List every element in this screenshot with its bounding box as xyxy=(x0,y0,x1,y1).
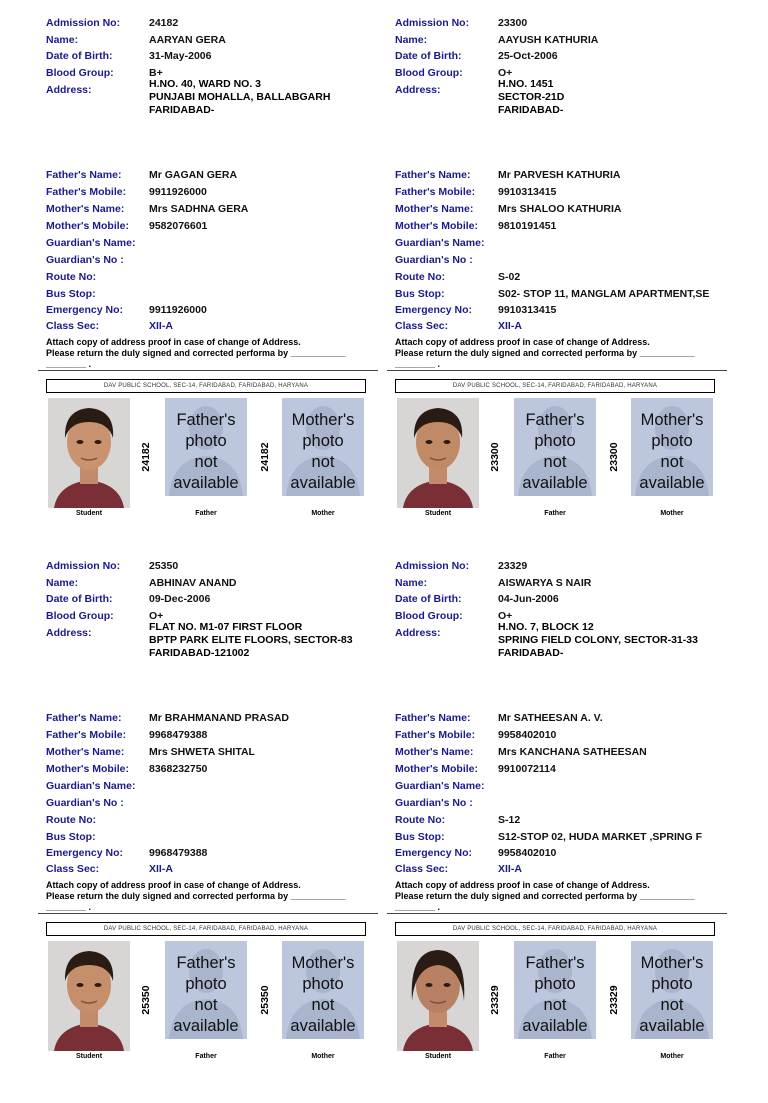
address-line-2: SPRING FIELD COLONY, SECTOR-31-33 xyxy=(498,634,698,646)
emergency-no-label: Emergency No: xyxy=(395,304,473,316)
guardian-no-row xyxy=(46,797,376,814)
guardian-name-row xyxy=(46,780,376,797)
admission-no-vertical-2 xyxy=(255,422,275,492)
placeholder-line: available xyxy=(522,1017,588,1035)
emergency-no-label: Emergency No: xyxy=(46,847,124,859)
admission-no-vertical-1 xyxy=(136,965,156,1035)
father-mobile-row xyxy=(395,186,725,203)
mother-mobile-label: Mother's Mobile: xyxy=(395,220,478,232)
note-line-2: Please return the duly signed and corrected performa by ___________ xyxy=(46,348,346,358)
student-caption: Student xyxy=(75,510,103,517)
blood-group-label: Blood Group: xyxy=(46,610,114,622)
address-line-1: H.NO. 1451 xyxy=(498,78,554,90)
note-line-3: ________ . xyxy=(46,902,92,912)
guardian-no-row xyxy=(395,254,725,271)
placeholder-line: not xyxy=(311,453,335,471)
father-name-label: Father's Name: xyxy=(46,169,122,181)
father-photo-text xyxy=(514,953,596,1037)
emergency-no-row xyxy=(395,847,725,864)
blood-group-value: O+ xyxy=(149,610,164,622)
guardian-no-row xyxy=(46,254,376,271)
guardian-name-label: Guardian's Name: xyxy=(395,237,485,249)
address-line-2: BPTP PARK ELITE FLOORS, SECTOR-83 xyxy=(149,634,353,646)
name-label: Name: xyxy=(395,577,428,589)
bus-stop-label: Bus Stop: xyxy=(46,831,96,843)
father-mobile-label: Father's Mobile: xyxy=(46,729,127,741)
guardian-name-label: Guardian's Name: xyxy=(46,780,136,792)
placeholder-line: photo xyxy=(302,432,344,450)
father-photo-placeholder xyxy=(165,941,247,1039)
school-banner: DAV PUBLIC SCHOOL, SEC-14, FARIDABAD, FARIDABAD, HARYANA xyxy=(395,379,715,393)
mother-photo-placeholder xyxy=(282,941,364,1039)
mother-mobile-value: 9810191451 xyxy=(498,220,557,232)
bus-stop-row xyxy=(395,288,725,305)
mother-caption: Mother xyxy=(311,510,335,517)
admission-no-vertical-text: 24182 xyxy=(140,442,152,472)
placeholder-line: Father's xyxy=(176,411,236,429)
route-no-value: S-02 xyxy=(498,271,521,283)
dob-row xyxy=(46,50,376,67)
mother-photo-text xyxy=(282,410,364,494)
father-name-value: Mr PARVESH KATHURIA xyxy=(498,169,621,181)
mother-name-label: Mother's Name: xyxy=(395,203,474,215)
father-mobile-value: 9910313415 xyxy=(498,186,557,198)
guardian-no-label: Guardian's No : xyxy=(46,797,124,809)
father-photo-text xyxy=(165,410,247,494)
address-line-3: FARIDABAD- xyxy=(498,104,564,116)
dob-label: Date of Birth: xyxy=(46,50,113,62)
father-name-label: Father's Name: xyxy=(46,712,122,724)
dob-label: Date of Birth: xyxy=(395,50,462,62)
bus-stop-label: Bus Stop: xyxy=(395,831,445,843)
mother-photo-text xyxy=(282,953,364,1037)
placeholder-line: available xyxy=(173,1017,239,1035)
placeholder-line: photo xyxy=(185,432,227,450)
placeholder-line: not xyxy=(660,996,684,1014)
school-banner: DAV PUBLIC SCHOOL, SEC-14, FARIDABAD, FARIDABAD, HARYANA xyxy=(46,379,366,393)
placeholder-line: not xyxy=(543,996,567,1014)
class-sec-row xyxy=(395,320,725,337)
placeholder-line: available xyxy=(290,1017,356,1035)
name-label: Name: xyxy=(46,577,79,589)
address-proof-note xyxy=(46,337,346,370)
father-mobile-value: 9958402010 xyxy=(498,729,557,741)
father-mobile-value: 9911926000 xyxy=(149,186,207,198)
address-line-2: PUNJABI MOHALLA, BALLABGARH xyxy=(149,91,331,103)
admission-no-vertical-text: 23329 xyxy=(608,985,620,1015)
father-name-label: Father's Name: xyxy=(395,712,471,724)
mother-photo-text xyxy=(631,410,713,494)
route-no-row xyxy=(46,271,376,288)
note-line-1: Attach copy of address proof in case of change of Address. xyxy=(46,880,301,890)
mother-mobile-value: 9582076601 xyxy=(149,220,208,232)
emergency-no-value: 9911926000 xyxy=(149,304,207,316)
bus-stop-label: Bus Stop: xyxy=(46,288,96,300)
admission-no-vertical-2 xyxy=(255,965,275,1035)
note-line-2: Please return the duly signed and corrected performa by ___________ xyxy=(395,348,695,358)
mother-photo-placeholder xyxy=(282,398,364,496)
mother-mobile-row xyxy=(46,220,376,237)
class-sec-value: XII-A xyxy=(498,320,522,332)
emergency-no-value: 9910313415 xyxy=(498,304,557,316)
route-no-value: S-12 xyxy=(498,814,521,826)
note-line-3: ________ . xyxy=(395,359,441,369)
dob-value: 04-Jun-2006 xyxy=(498,593,559,605)
placeholder-line: Mother's xyxy=(640,954,704,972)
father-name-label: Father's Name: xyxy=(395,169,471,181)
guardian-no-label: Guardian's No : xyxy=(46,254,124,266)
mother-photo-text xyxy=(631,953,713,1037)
bus-stop-value: S12-STOP 02, HUDA MARKET ,SPRING F xyxy=(498,831,703,843)
dob-row xyxy=(395,593,725,610)
dob-value: 25-Oct-2006 xyxy=(498,50,558,62)
emergency-no-label: Emergency No: xyxy=(46,304,124,316)
emergency-no-value: 9958402010 xyxy=(498,847,557,859)
student-photo xyxy=(397,398,479,508)
mother-mobile-value: 9910072114 xyxy=(498,763,556,775)
father-mobile-label: Father's Mobile: xyxy=(395,729,476,741)
admission-no-vertical-text: 25350 xyxy=(259,985,271,1015)
route-no-row xyxy=(395,814,725,831)
father-caption: Father xyxy=(544,510,566,517)
address-value xyxy=(149,621,353,660)
class-sec-label: Class Sec: xyxy=(46,863,100,875)
class-sec-value: XII-A xyxy=(498,863,522,875)
class-sec-row xyxy=(46,320,376,337)
name-row xyxy=(46,34,376,51)
admission-row xyxy=(46,17,376,34)
mother-name-label: Mother's Name: xyxy=(395,746,474,758)
mother-name-value: Mrs SHALOO KATHURIA xyxy=(498,203,622,215)
address-line-3: FARIDABAD-121002 xyxy=(149,647,250,659)
mother-name-value: Mrs SADHNA GERA xyxy=(149,203,249,215)
dob-label: Date of Birth: xyxy=(46,593,113,605)
blood-group-label: Blood Group: xyxy=(46,67,114,79)
divider xyxy=(387,913,727,914)
admission-label: Admission No: xyxy=(46,17,121,29)
placeholder-line: Mother's xyxy=(291,411,355,429)
route-no-row xyxy=(46,814,376,831)
note-line-2: Please return the duly signed and corrected performa by ___________ xyxy=(395,891,695,901)
placeholder-line: photo xyxy=(185,975,227,993)
divider xyxy=(38,913,378,914)
guardian-no-row xyxy=(395,797,725,814)
name-label: Name: xyxy=(395,34,428,46)
admission-no-vertical-1 xyxy=(485,422,505,492)
admission-value: 23329 xyxy=(498,560,528,572)
mother-name-row xyxy=(46,746,376,763)
mother-photo-placeholder xyxy=(631,398,713,496)
class-sec-row xyxy=(395,863,725,880)
mother-caption: Mother xyxy=(660,1053,684,1060)
route-no-label: Route No: xyxy=(46,814,97,826)
address-value xyxy=(498,621,698,660)
class-sec-label: Class Sec: xyxy=(395,863,449,875)
blood-group-label: Blood Group: xyxy=(395,67,463,79)
name-value: AARYAN GERA xyxy=(149,34,226,46)
admission-no-vertical-2 xyxy=(604,965,624,1035)
placeholder-line: not xyxy=(660,453,684,471)
placeholder-line: Father's xyxy=(525,411,585,429)
note-line-1: Attach copy of address proof in case of change of Address. xyxy=(46,337,301,347)
placeholder-line: not xyxy=(194,453,218,471)
name-value: AAYUSH KATHURIA xyxy=(498,34,599,46)
emergency-no-row xyxy=(395,304,725,321)
student-card xyxy=(395,560,725,1103)
dob-row xyxy=(395,50,725,67)
class-sec-row xyxy=(46,863,376,880)
father-caption: Father xyxy=(195,510,217,517)
route-no-label: Route No: xyxy=(46,271,97,283)
note-line-1: Attach copy of address proof in case of change of Address. xyxy=(395,880,650,890)
placeholder-line: Mother's xyxy=(291,954,355,972)
father-caption: Father xyxy=(544,1053,566,1060)
placeholder-line: available xyxy=(173,474,239,492)
guardian-no-label: Guardian's No : xyxy=(395,797,473,809)
father-caption: Father xyxy=(195,1053,217,1060)
class-sec-value: XII-A xyxy=(149,320,173,332)
mother-mobile-label: Mother's Mobile: xyxy=(46,220,129,232)
address-line-3: FARIDABAD- xyxy=(498,647,564,659)
student-caption: Student xyxy=(424,510,452,517)
address-proof-note xyxy=(395,880,695,913)
mother-name-value: Mrs KANCHANA SATHEESAN xyxy=(498,746,647,758)
guardian-name-label: Guardian's Name: xyxy=(46,237,136,249)
mother-mobile-value: 8368232750 xyxy=(149,763,208,775)
mother-mobile-row xyxy=(395,220,725,237)
placeholder-line: photo xyxy=(651,975,693,993)
mother-name-label: Mother's Name: xyxy=(46,203,125,215)
admission-no-vertical-text: 24182 xyxy=(259,442,271,472)
address-line-1: H.NO. 40, WARD NO. 3 xyxy=(149,78,262,90)
school-banner: DAV PUBLIC SCHOOL, SEC-14, FARIDABAD, FARIDABAD, HARYANA xyxy=(46,922,366,936)
mother-caption: Mother xyxy=(660,510,684,517)
admission-value: 23300 xyxy=(498,17,528,29)
note-line-3: ________ . xyxy=(46,359,92,369)
address-line-1: FLAT NO. M1-07 FIRST FLOOR xyxy=(149,621,303,633)
name-row xyxy=(395,577,725,594)
father-name-value: Mr BRAHMANAND PRASAD xyxy=(149,712,289,724)
name-row xyxy=(395,34,725,51)
dob-row xyxy=(46,593,376,610)
admission-label: Admission No: xyxy=(46,560,121,572)
father-name-row xyxy=(395,712,725,729)
dob-value: 09-Dec-2006 xyxy=(149,593,211,605)
father-name-row xyxy=(46,712,376,729)
address-proof-note xyxy=(395,337,695,370)
admission-no-vertical-text: 25350 xyxy=(140,985,152,1015)
blood-group-value: O+ xyxy=(498,67,513,79)
divider xyxy=(387,370,727,371)
address-label: Address: xyxy=(46,627,92,639)
blood-group-label: Blood Group: xyxy=(395,610,463,622)
father-photo-text xyxy=(165,953,247,1037)
school-banner: DAV PUBLIC SCHOOL, SEC-14, FARIDABAD, FARIDABAD, HARYANA xyxy=(395,922,715,936)
admission-label: Admission No: xyxy=(395,560,470,572)
dob-label: Date of Birth: xyxy=(395,593,462,605)
student-photo xyxy=(48,941,130,1051)
bus-stop-row xyxy=(395,831,725,848)
class-sec-label: Class Sec: xyxy=(46,320,100,332)
class-sec-value: XII-A xyxy=(149,863,173,875)
bus-stop-value: S02- STOP 11, MANGLAM APARTMENT,SE xyxy=(498,288,710,300)
blood-group-value: B+ xyxy=(149,67,163,79)
mother-mobile-label: Mother's Mobile: xyxy=(395,763,478,775)
student-caption: Student xyxy=(424,1053,452,1060)
father-mobile-label: Father's Mobile: xyxy=(395,186,476,198)
address-label: Address: xyxy=(46,84,92,96)
admission-no-vertical-text: 23329 xyxy=(489,985,501,1015)
father-mobile-row xyxy=(395,729,725,746)
admission-no-vertical-1 xyxy=(485,965,505,1035)
admission-row xyxy=(395,560,725,577)
placeholder-line: photo xyxy=(302,975,344,993)
emergency-no-row xyxy=(46,847,376,864)
mother-name-value: Mrs SHWETA SHITAL xyxy=(149,746,255,758)
name-row xyxy=(46,577,376,594)
route-no-label: Route No: xyxy=(395,271,446,283)
guardian-name-label: Guardian's Name: xyxy=(395,780,485,792)
placeholder-line: Mother's xyxy=(640,411,704,429)
father-mobile-row xyxy=(46,729,376,746)
student-photo xyxy=(48,398,130,508)
student-photo xyxy=(397,941,479,1051)
student-card xyxy=(395,17,725,560)
admission-no-vertical-2 xyxy=(604,422,624,492)
admission-no-vertical-1 xyxy=(136,422,156,492)
placeholder-line: not xyxy=(543,453,567,471)
father-mobile-row xyxy=(46,186,376,203)
father-photo-placeholder xyxy=(165,398,247,496)
mother-mobile-row xyxy=(46,763,376,780)
guardian-name-row xyxy=(395,780,725,797)
guardian-name-row xyxy=(395,237,725,254)
father-photo-placeholder xyxy=(514,941,596,1039)
admission-no-vertical-text: 23300 xyxy=(489,442,501,472)
placeholder-line: Father's xyxy=(176,954,236,972)
note-line-2: Please return the duly signed and corrected performa by ___________ xyxy=(46,891,346,901)
father-name-row xyxy=(46,169,376,186)
placeholder-line: available xyxy=(522,474,588,492)
address-label: Address: xyxy=(395,627,441,639)
mother-name-row xyxy=(46,203,376,220)
guardian-name-row xyxy=(46,237,376,254)
father-photo-text xyxy=(514,410,596,494)
address-value xyxy=(149,78,330,117)
admission-no-vertical-text: 23300 xyxy=(608,442,620,472)
class-sec-label: Class Sec: xyxy=(395,320,449,332)
admission-value: 24182 xyxy=(149,17,179,29)
address-line-1: H.NO. 7, BLOCK 12 xyxy=(498,621,594,633)
admission-value: 25350 xyxy=(149,560,179,572)
father-name-row xyxy=(395,169,725,186)
student-card xyxy=(46,560,376,1103)
guardian-no-label: Guardian's No : xyxy=(395,254,473,266)
placeholder-line: available xyxy=(290,474,356,492)
mother-caption: Mother xyxy=(311,1053,335,1060)
name-value: AISWARYA S NAIR xyxy=(498,577,592,589)
address-proof-note xyxy=(46,880,346,913)
blood-group-value: O+ xyxy=(498,610,513,622)
placeholder-line: photo xyxy=(534,432,576,450)
student-card xyxy=(46,17,376,560)
mother-name-row xyxy=(395,203,725,220)
divider xyxy=(38,370,378,371)
bus-stop-row xyxy=(46,288,376,305)
mother-mobile-label: Mother's Mobile: xyxy=(46,763,129,775)
admission-row xyxy=(46,560,376,577)
placeholder-line: not xyxy=(194,996,218,1014)
bus-stop-row xyxy=(46,831,376,848)
emergency-no-value: 9968479388 xyxy=(149,847,208,859)
mother-name-label: Mother's Name: xyxy=(46,746,125,758)
emergency-no-label: Emergency No: xyxy=(395,847,473,859)
address-line-3: FARIDABAD- xyxy=(149,104,215,116)
emergency-no-row xyxy=(46,304,376,321)
admission-label: Admission No: xyxy=(395,17,470,29)
address-label: Address: xyxy=(395,84,441,96)
placeholder-line: photo xyxy=(534,975,576,993)
bus-stop-label: Bus Stop: xyxy=(395,288,445,300)
mother-photo-placeholder xyxy=(631,941,713,1039)
route-no-label: Route No: xyxy=(395,814,446,826)
father-name-value: Mr SATHEESAN A. V. xyxy=(498,712,603,724)
father-photo-placeholder xyxy=(514,398,596,496)
father-mobile-value: 9968479388 xyxy=(149,729,208,741)
placeholder-line: available xyxy=(639,1017,705,1035)
route-no-row xyxy=(395,271,725,288)
address-value xyxy=(498,78,564,117)
father-name-value: Mr GAGAN GERA xyxy=(149,169,238,181)
mother-name-row xyxy=(395,746,725,763)
admission-row xyxy=(395,17,725,34)
mother-mobile-row xyxy=(395,763,725,780)
name-value: ABHINAV ANAND xyxy=(149,577,237,589)
father-mobile-label: Father's Mobile: xyxy=(46,186,127,198)
placeholder-line: not xyxy=(311,996,335,1014)
placeholder-line: Father's xyxy=(525,954,585,972)
name-label: Name: xyxy=(46,34,79,46)
dob-value: 31-May-2006 xyxy=(149,50,212,62)
placeholder-line: available xyxy=(639,474,705,492)
student-caption: Student xyxy=(75,1053,103,1060)
address-line-2: SECTOR-21D xyxy=(498,91,565,103)
placeholder-line: photo xyxy=(651,432,693,450)
note-line-3: ________ . xyxy=(395,902,441,912)
note-line-1: Attach copy of address proof in case of change of Address. xyxy=(395,337,650,347)
